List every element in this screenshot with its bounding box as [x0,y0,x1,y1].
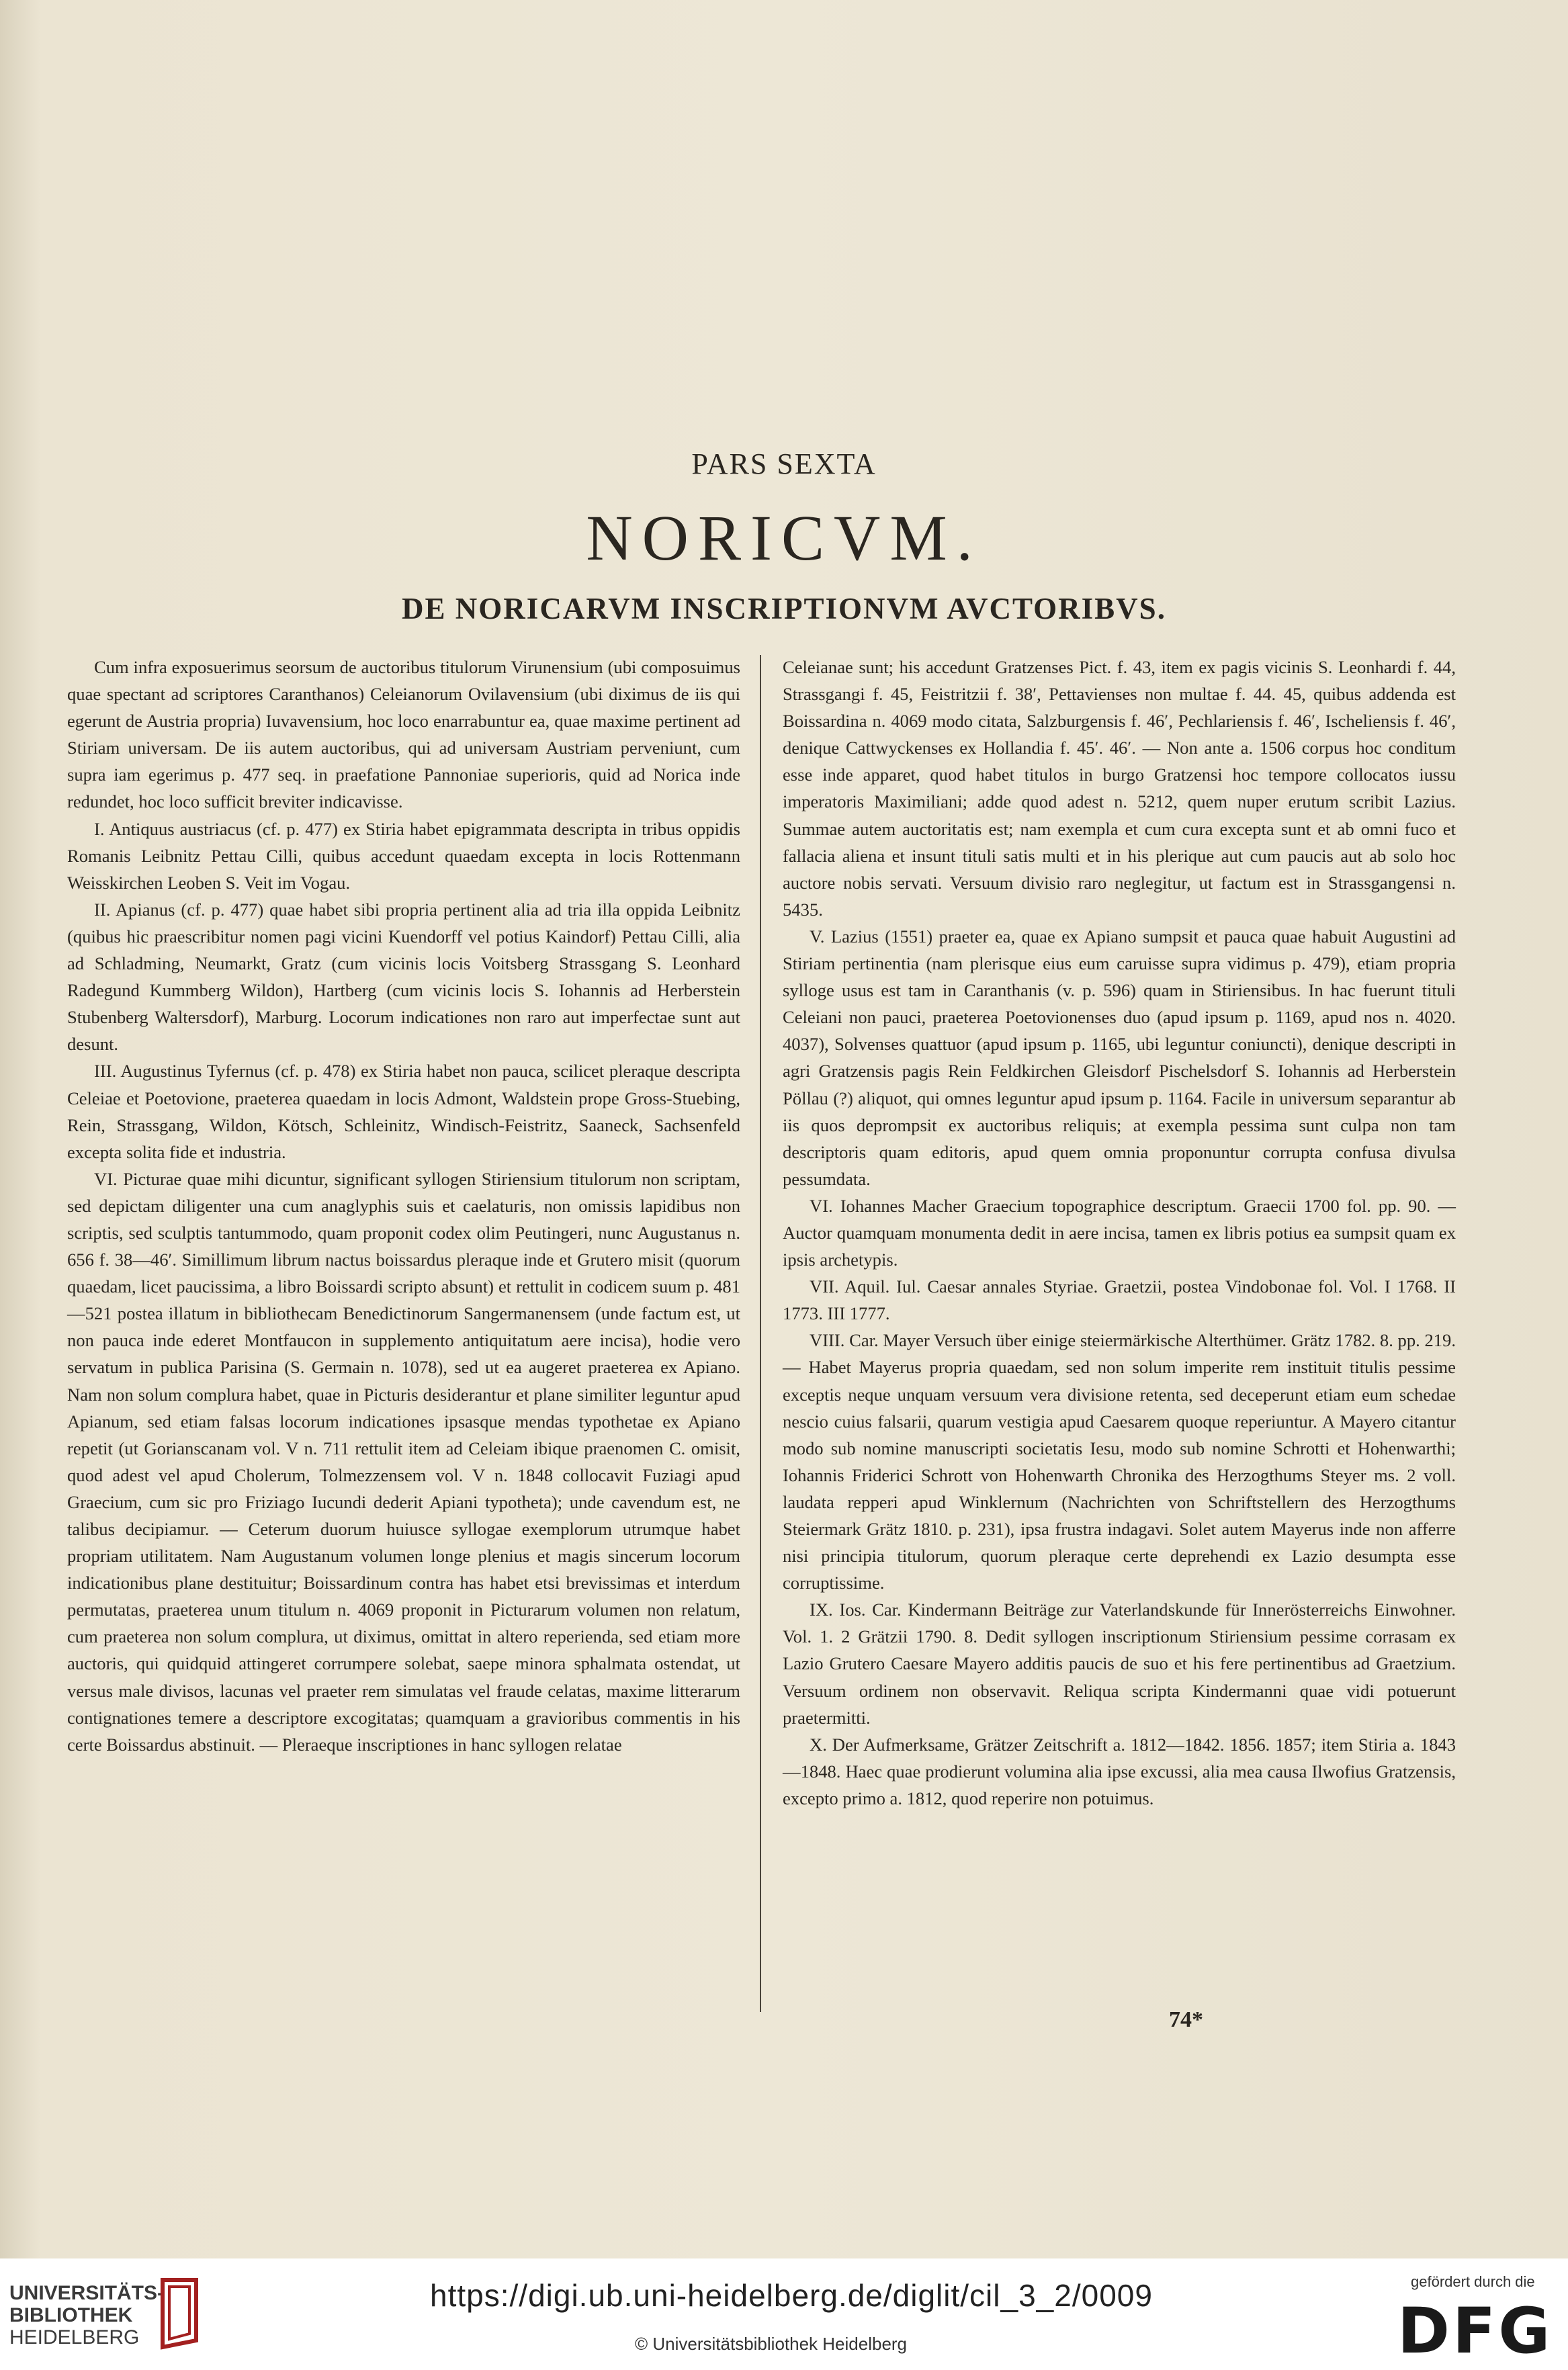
paragraph: Cum infra exposuerimus seorsum de auctoribus titulorum Virunensium (ubi composuimus quae spectant ad scriptores Caranthanos) Celeianorum Ovilavensium (ubi diximus de iis qui egerunt de Austria propria) Iuvavensium, hoc loco enarrabuntur ea, quae maxime pertinent ad Stiriam universam. De iis autem auctoribus, qui ad universam Austriam perveniunt, cum supra iam egerimus p. 477 seq. in praefatione Pannoniae superioris, quid ad Norica inde redundet, hoc loco sufficit breviter indicavisse. [67,657,740,812]
library-name[interactable] [9,2282,164,2349]
paragraph: III. Augustinus Tyfernus (cf. p. 478) ex Stiria habet non pauca, scilicet pleraque descripta Celeiae et Poetovione, praeterea quaedam in locis Admont, Waldstein prope Gross-Stuebing, Rein, Strassgang, Wildon, Kötsch, Schleinitz, Windisch-Feistritz, Saaneck, Sachsenfeld excepta solita fide et industria. [67,1061,740,1162]
paragraph: VI. Iohannes Macher Graecium topographice descriptum. Graecii 1700 fol. pp. 90. — Auctor quamquam monumenta dedit in aere incisa, tamen ex libris potius ea sumpsit quam ex ipsis archetypis. [783,1195,1456,1270]
paragraph: VI. Picturae quae mihi dicuntur, significant syllogen Stiriensium titulorum non scriptam, sed depictam diligenter una cum anaglyphis suis et caelaturis, non omissis lapidibus non scriptis, sed sculptis tantummodo, quam proponit codex olim Peutingeri, nunc Augustanus n. 656 f. 38—46′. Simillimum librum nactus boissardus pleraque inde et Grutero misit (quorum quaedam, licet paucissima, a libro Boissardi scripto absunt) et rettulit in codicem suum p. 481—521 postea illatum in bibliothecam Benedictinorum Sangermanensem (unde factum est, ut non pauca inde ederet Montfaucon in supplemento antiquitatum aere incisa), hodie vero servatum in publica Parisina (S. Germain n. 1078), sed ut ea augeret praeterea ex Apiano. Nam non solum complura habet, quae in Picturis desiderantur et plane similiter leguntur apud Apianum, sed etiam falsas locorum indicationes ipsasque mendas typothetae ex Apiano repetit (ut Gorianscanam vol. V n. 711 rettulit item ad Celeiam ibique praenomen C. omisit, quod adest vel apud Cholerum, Tolmezzensem vol. V n. 1848 collocavit Fuziagi apud Graecium, cum sic pro Friziago Iucundi dederit Apiani typotheta); unde cavendum est, ne talibus decipiamur. — Ceterum duorum huiusce syllogae exemplorum utrumque habet propriam utilitatem. Nam Augustanum volumen longe plenius et magis sincerum locorum indicationibus plane destituitur; Boissardinum contra has habet etsi brevissimas et interdum permutatas, praeterea unum titulum n. 4069 proponit in Picturarum volumen non relatum, cum praeterea non solum complura, ut diximus, omittat in altero reperienda, sed etiam more auctoris, qui quidquid attingeret corrumpere solebat, saepe minora sphalmata ostendat, ut versus male divisos, lacunas vel praeter rem simulatas vel fraude celatas, maxime litterarum contignationes temere a descriptore excogitatas; quamquam a gravioribus commentis in his certe Boissardus abstinuit. — Pleraeque inscriptiones in hanc syllogen relatae [67,1168,740,1755]
right-column [783,654,1456,1812]
page-number: 74* [1169,2007,1203,2032]
page-url-link[interactable]: https://digi.ub.uni-heidelberg.de/diglit/cil_3_2/0009 [430,2278,1153,2313]
library-name-line: HEIDELBERG [9,2326,140,2349]
library-name-line: UNIVERSITÄTS- [9,2282,165,2304]
library-logo-icon [156,2273,203,2354]
page-title: NORICVM. [586,502,982,574]
left-column [67,654,740,1758]
paragraph: I. Antiquus austriacus (cf. p. 477) ex Stiria habet epigrammata descripta in tribus oppidis Romanis Leibnitz Pettau Cilli, quibus accedunt quaedam excepta in locis Rottenmann Weisskirchen Leoben S. Veit im Vogau. [67,818,740,893]
column-divider [760,655,761,2012]
copyright-notice: © Universitätsbibliothek Heidelberg [635,2334,908,2354]
paragraph: II. Apianus (cf. p. 477) quae habet sibi propria pertinent alia ad tria illa oppida Leibnitz (quibus hic praescribitur nomen pagi vicini Kuendorff vel potius Kaindorf) Pettau Cilli, alia ad Schladming, Neumarkt, Gratz (cum vicinis locis Voitsberg Strassgang S. Leonhard Radegund Kummberg Wildon), Hartberg (cum vicinis locis S. Iohannis ad Herberstein Stubenberg Waltersdorf), Marburg. Locorum indicationes non raro aut imperfectae sunt aut desunt. [67,899,740,1055]
paragraph: IX. Ios. Car. Kindermann Beiträge zur Vaterlandskunde für Innerösterreichs Einwohner. Vol. 1. 2 Grätzii 1790. 8. Dedit syllogen inscriptionum Stiriensium pessime corrasam ex Lazio Grutero Caesare Mayero additis paucis de suo et his fere pertinentibus ad Graetzium. Versuum ordinem non observavit. Reliqua scripta Kindermanni quae vidi potuerunt praetermitti. [783,1599,1456,1728]
paragraph: Celeianae sunt; his accedunt Gratzenses Pict. f. 43, item ex pagis vicinis S. Leonhardi f. 44, Strassgangi f. 45, Feistritzii f. 38′, Pettavienses non multae f. 44. 45, quibus addenda est Boissardina n. 4069 modo citata, Salzburgensis f. 46′, Pechlariensis f. 46′, Ischeliensis f. 46′, denique Cattwyckenses ex Hollandia f. 45′. 46′. — Non ante a. 1506 corpus hoc conditum esse inde apparet, quod habet titulos in burgo Gratzensi hoc tempore collocatos iussu imperatoris Maximiliani; adde quod adest n. 5212, quem nuper erutum scribit Lazius. Summae autem auctoritatis est; nam exempla et cum cura excepta sunt et ab omni fuco et fallacia aliena et insunt tituli satis multi et in his plerique aut cum paucis aut ab solo hoc auctore nobis servati. Versuum divisio raro neglegitur, ut factum est in Strassgangensi n. 5435. [783,657,1456,920]
viewer-footer [0,2258,1568,2370]
paragraph: X. Der Aufmerksame, Grätzer Zeitschrift a. 1812—1842. 1856. 1857; item Stiria a. 1843—1848. Haec quae prodierunt volumina alia ipse excussi, alia mea causa Ilwofius Gratzensis, excepto primo a. 1812, quod reperire non potuimus. [783,1734,1456,1808]
part-heading: PARS SEXTA [691,447,877,480]
dfg-logo[interactable]: DFG [1397,2295,1553,2368]
paragraph: V. Lazius (1551) praeter ea, quae ex Apiano sumpsit et pauca quae habuit Augustini ad Stiriam pertinentia (nam plerisque eius eum caruisse supra vidimus p. 479), etiam propria sylloge usus est tam in Caranthanis (v. p. 596) quam in Stiriensibus. In hac fuerunt tituli Celeiani non pauci, praeterea Poetovionenses duo (apud ipsum p. 1169, apud nos n. 4020. 4037), Solvenses quattuor (apud ipsum p. 1165, ubi leguntur coniuncti), denique descripti in agri Gratzensis pagis Rein Feldkirchen Gleisdorf Pischelsdorf S. Iohannis ad Herberstein Pöllau (?) aliquot, qui omnes leguntur apud ipsum p. 1164. Facile in universum separantur ab iis quos deprompsit ex auctoribus reliquis; at exempla pessima sunt culpa non tam descriptoris quam editoris, apud quem omnia proponuntur corrupta confusa divulsa pessumdata. [783,926,1456,1189]
section-subtitle: DE NORICARVM INSCRIPTIONVM AVCTORIBVS. [402,592,1166,625]
paragraph: VIII. Car. Mayer Versuch über einige steiermärkische Alterthümer. Grätz 1782. 8. pp. 219. — Habet Mayerus propria quaedam, sed non solum imperite rem instituit titulis pessime exceptis neque unquam versuum vera divisione retenta, sed deceperunt etiam eum schedae nescio cuius falsarii, quarum vestigia apud Caesarem quoque reperiuntur. A Mayero citantur modo sub nomine manuscripti societatis Iesu, modo sub nomine Schrotti et Hohenwarthi; Iohannis Friderici Schrott von Hohenwarth Chronika des Herzogthums Steyer ms. 2 voll. laudata repperi apud Winklernum (Nachrichten von Schriftstellern des Herzogthums Steiermark Grätz 1810. p. 231), ipsa frustra indagavi. Solet autem Mayerus inde non afferre nisi principia titulorum, quorum pleraque certe deprehendi ex Lazio desumpta esse corruptissime. [783,1330,1456,1593]
funding-note: gefördert durch die [1411,2273,1535,2290]
library-name-line: BIBLIOTHEK [9,2304,133,2326]
paragraph: VII. Aquil. Iul. Caesar annales Styriae. Graetzii, postea Vindobonae fol. Vol. I 1768. II 1773. III 1777. [783,1276,1456,1324]
